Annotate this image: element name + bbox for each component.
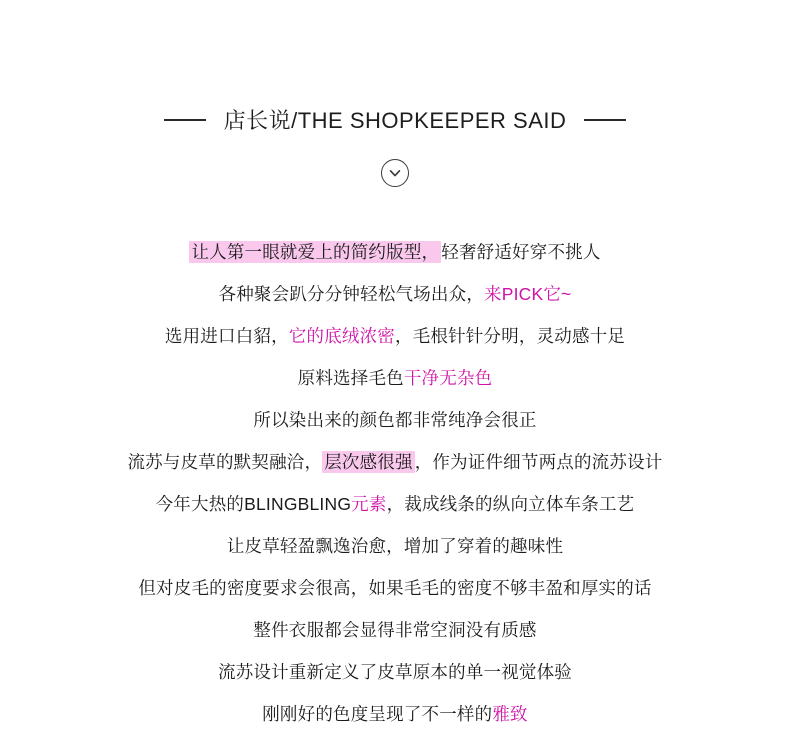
section-header [0,104,790,135]
description-line [253,399,536,441]
body-text: 轻奢舒适好穿不挑人 [441,242,601,262]
emphasis-text: 元素 [351,494,387,514]
body-text: 但对皮毛的密度要求会很高，如果毛毛的密度不够丰盈和厚实的话 [138,578,652,598]
description-line [189,231,600,273]
body-text: ，裁成线条的纵向立体车条工艺 [386,494,635,514]
body-text: 刚刚好的色度呈现了不一样的 [262,704,493,724]
emphasis-text: 它的底绒浓密 [288,326,395,346]
description-line [298,357,493,399]
body-text: 选用进口白貂， [164,326,289,346]
description-line [262,693,528,735]
header-rule-right [584,119,626,121]
description-line [138,567,651,609]
description-line [165,315,625,357]
header-rule-left [164,119,206,121]
description-line [156,483,635,525]
description-line [253,609,536,651]
body-text: ，毛根针针分明，灵动感十足 [395,326,626,346]
chevron-badge-wrap [0,159,790,187]
emphasis-text: 干净无杂色 [403,368,493,388]
description-body [0,231,790,735]
emphasis-text: 来PICK它~ [484,284,572,304]
body-text: ，作为证件细节两点的流苏设计 [414,452,663,472]
chevron-down-icon [381,159,409,187]
description-line [218,651,572,693]
description-line [227,525,563,567]
description-line [219,273,572,315]
highlighted-text: 让人第一眼就爱上的简约版型， [191,242,440,262]
body-text: 流苏设计重新定义了皮草原本的单一视觉体验 [218,662,572,682]
body-text: 流苏与皮草的默契融洽， [127,452,323,472]
body-text: 让皮草轻盈飘逸治愈，增加了穿着的趣味性 [226,536,564,556]
highlighted-text: 层次感很强 [324,452,413,472]
description-line [127,441,662,483]
body-text: 今年大热的BLINGBLING [155,494,352,514]
body-text: 整件衣服都会显得非常空洞没有质感 [253,620,537,640]
emphasis-text: 雅致 [492,704,528,724]
body-text: 所以染出来的颜色都非常纯净会很正 [253,410,537,430]
body-text: 各种聚会趴分分钟轻松气场出众， [218,284,485,304]
body-text: 原料选择毛色 [297,368,404,388]
page-title: 店长说/THE SHOPKEEPER SAID [223,108,567,133]
